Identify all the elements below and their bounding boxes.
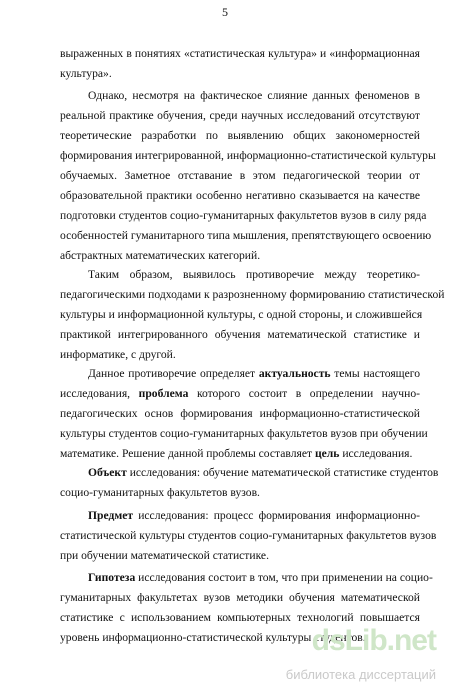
text-line: теоретические разработки по выявлению общих закономерностей	[60, 129, 420, 142]
text-segment: исследования,	[60, 387, 139, 400]
text-segment: которого состоит в определении научно-	[188, 387, 420, 400]
text-line: культура».	[60, 67, 112, 80]
text-line: Таким образом, выявилось противоречие между теоретико-	[88, 268, 420, 281]
text-line	[60, 444, 420, 464]
text-segment: Данное противоречие определяет	[88, 367, 259, 380]
watermark	[285, 624, 442, 682]
term-relevance: актуальность	[258, 367, 331, 380]
text-line: уровень информационно-статистической культуры студентов.	[60, 631, 366, 644]
text-line: обучаемых. Заметное отставание в этом педагогической теории от	[60, 169, 420, 182]
text-line: абстрактных математических категорий.	[60, 249, 261, 262]
text-line: гуманитарных факультетах вузов методики обучения математической	[60, 591, 420, 604]
text-segment: исследования.	[339, 447, 413, 460]
paragraph-4	[60, 364, 428, 464]
term-goal: цель	[314, 447, 340, 460]
text-line: подготовки студентов социо-гуманитарных факультетов вузов в силу ряда	[60, 209, 427, 222]
paragraph-3	[60, 265, 445, 365]
text-line	[60, 364, 420, 384]
text-segment: темы настоящего	[330, 367, 420, 380]
paragraph-5	[60, 463, 439, 503]
paragraph-2	[60, 86, 436, 266]
watermark-subtitle: библиотека диссертаций	[285, 667, 436, 682]
term-problem: проблема	[138, 387, 189, 400]
term-hypothesis: Гипотеза	[88, 571, 136, 584]
text-line: статистике с использованием компьютерных технологий повышается	[60, 611, 420, 624]
text-line: статистической культуры студентов социо-гуманитарных факультетов вузов	[60, 529, 437, 542]
text-line: социо-гуманитарных факультетов вузов.	[60, 486, 260, 499]
text-line: Однако, несмотря на фактическое слияние данных феноменов в	[88, 89, 420, 102]
text-segment: математике. Решение данной проблемы составляет	[60, 447, 315, 460]
text-line: практикой интегрированного обучения математической статистике и	[60, 328, 420, 341]
text-line: при обучении математической статистике.	[60, 549, 269, 562]
text-line: педагогическими подходами к разрозненному формированию статистической	[60, 288, 445, 301]
paragraph-1	[60, 44, 420, 84]
text-segment: исследования состоит в том, что при применении на социо-	[135, 571, 433, 584]
text-line: выраженных в понятиях «статистическая культура» и «информационная	[60, 47, 420, 60]
text-line	[60, 568, 433, 588]
text-line: культуры и информационной культуры, с одной стороны, и сложившейся	[60, 308, 423, 321]
text-line: информатике, с другой.	[60, 348, 176, 361]
page-number: 5	[222, 5, 228, 19]
text-line	[60, 506, 420, 526]
text-line	[60, 463, 439, 483]
text-line: педагогических основ формирования информационно-статистической	[60, 407, 420, 420]
term-subject: Предмет	[88, 509, 134, 522]
paragraph-6	[60, 506, 437, 566]
text-line: образовательной практики особенно негативно сказывается на качестве	[60, 189, 420, 202]
text-segment: исследования: процесс формирования информационно-	[133, 509, 420, 522]
text-segment: исследования: обучение математической статистике студентов	[126, 466, 439, 479]
text-line: культуры студентов социо-гуманитарных факультетов вузов при обучении	[60, 427, 428, 440]
text-line	[60, 384, 420, 404]
text-line: реальной практике обучения, среди научных исследований отсутствуют	[60, 109, 420, 122]
term-object: Объект	[88, 466, 127, 479]
text-line: формирования интегрированной, информационно-статистической культуры	[60, 149, 436, 162]
text-line: особенностей гуманитарного типа мышления, препятствующего освоению	[60, 229, 432, 242]
watermark-logo: dsLib.net	[311, 624, 436, 657]
